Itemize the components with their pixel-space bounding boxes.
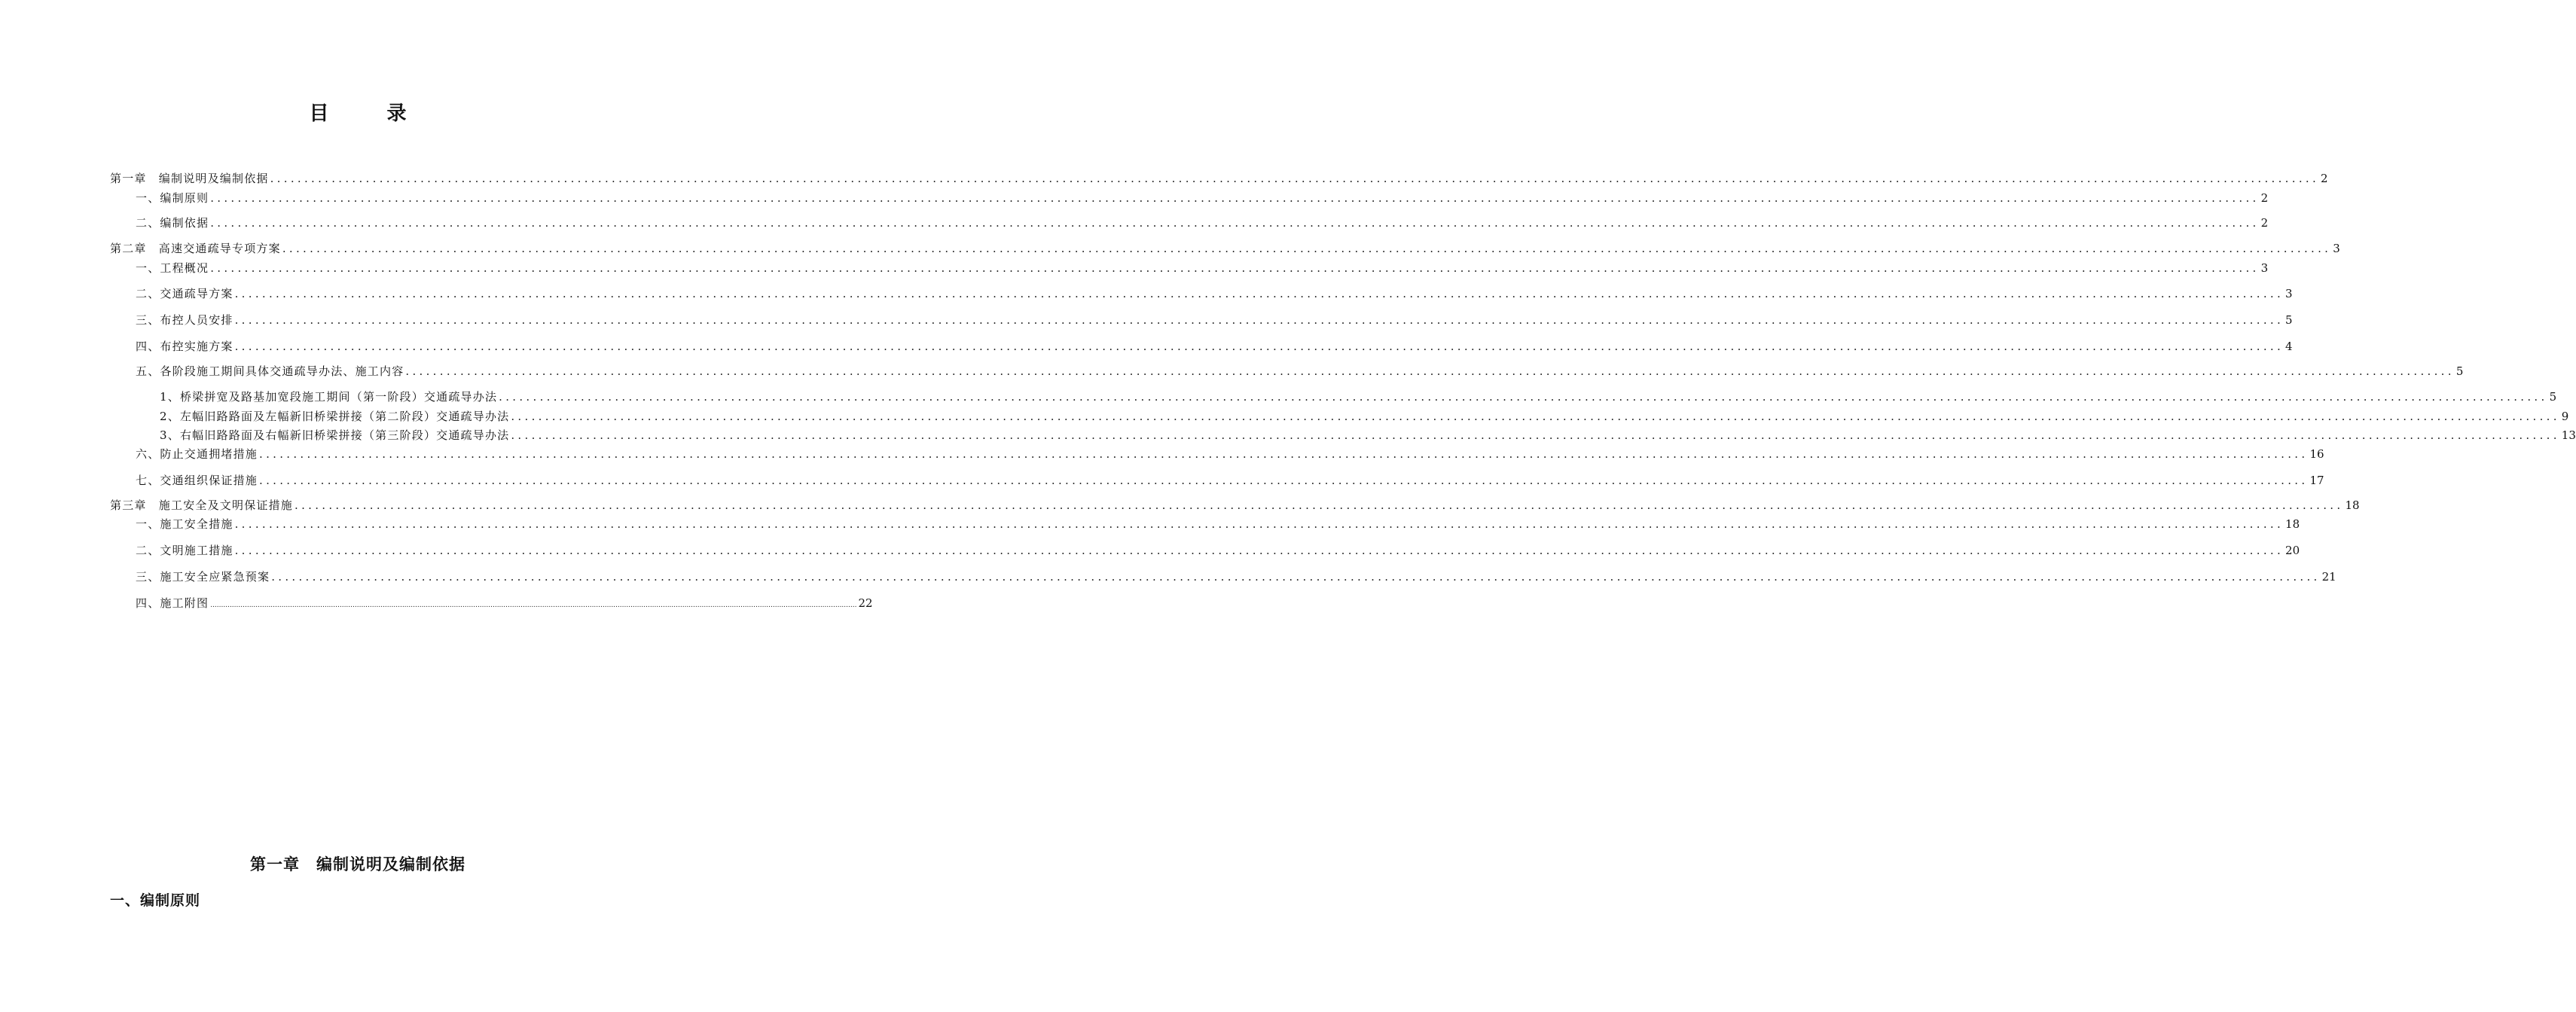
toc-title: 目 录: [309, 102, 432, 125]
toc-entry-label: 一、施工安全措施: [136, 517, 233, 531]
toc-leader-dots: ............................................................................................................................................................................................................................................................................................................: [210, 191, 2260, 205]
toc-entry-page-number: 13: [2561, 428, 2576, 442]
toc-entry-label: 一、编制原则: [136, 191, 209, 205]
toc-entry-page-number: 9: [2561, 410, 2569, 423]
toc-entry-label: 六、防止交通拥堵措施: [136, 447, 258, 461]
toc-entry[interactable]: [110, 239, 2340, 258]
toc-entry[interactable]: [136, 189, 2269, 207]
toc-entry-label: 二、文明施工措施: [136, 544, 233, 557]
toc-entry-page-number: 3: [2333, 242, 2340, 255]
toc-leader-dots: ............................................................................................................................................................................................................................................................................................................: [234, 287, 2285, 300]
toc-leader-dots: ............................................................................................................................................................................................................................................................................................................: [210, 602, 857, 609]
toc-entry-label: 1、桥梁拼宽及路基加宽段施工期间（第一阶段）交通疏导办法: [160, 390, 498, 404]
toc-entry-label: 四、施工附图: [136, 596, 209, 610]
chapter-heading: 第一章 编制说明及编制依据: [250, 855, 465, 873]
toc-leader-dots: ............................................................................................................................................................................................................................................................................................................: [210, 261, 2260, 275]
toc-entry-label: 七、交通组织保证措施: [136, 474, 258, 487]
toc-entry-page-number: 18: [2285, 517, 2300, 531]
toc-entry[interactable]: [136, 541, 2300, 559]
toc-entry-page-number: 5: [2549, 390, 2557, 404]
toc-entry-label: 第一章 编制说明及编制依据: [110, 172, 269, 185]
toc-entry-page-number: 21: [2321, 570, 2336, 584]
toc-leader-dots: ............................................................................................................................................................................................................................................................................................................: [234, 313, 2285, 327]
toc-entry-page-number: 5: [2285, 313, 2293, 327]
toc-entry[interactable]: [136, 471, 2324, 489]
toc-leader-dots: ............................................................................................................................................................................................................................................................................................................: [259, 447, 2309, 461]
toc-entry[interactable]: [136, 515, 2300, 533]
toc-leader-dots: ............................................................................................................................................................................................................................................................................................................: [259, 474, 2309, 487]
toc-entry[interactable]: [160, 388, 2557, 406]
toc-entry-label: 三、施工安全应紧急预案: [136, 570, 270, 584]
toc-leader-dots: ............................................................................................................................................................................................................................................................................................................: [295, 498, 2344, 512]
toc-entry-label: 一、工程概况: [136, 261, 209, 275]
toc-entry-label: 第三章 施工安全及文明保证措施: [110, 498, 294, 512]
toc-entry[interactable]: [110, 496, 2360, 514]
toc-entry-label: 2、左幅旧路路面及左幅新旧桥梁拼接（第二阶段）交通疏导办法: [160, 410, 510, 423]
section-heading: 一、编制原则: [110, 892, 201, 909]
toc-entry-page-number: 17: [2309, 474, 2324, 487]
toc-entry[interactable]: [136, 568, 2336, 586]
toc-leader-dots: ............................................................................................................................................................................................................................................................................................................: [234, 517, 2285, 531]
toc-leader-dots: ............................................................................................................................................................................................................................................................................................................: [271, 570, 2321, 584]
toc-entry-label: 三、布控人员安排: [136, 313, 233, 327]
toc-leader-dots: ............................................................................................................................................................................................................................................................................................................: [234, 340, 2285, 353]
toc-entry-page-number: 5: [2455, 364, 2464, 378]
toc-entry[interactable]: [136, 362, 2464, 380]
toc-leader-dots: ............................................................................................................................................................................................................................................................................................................: [499, 390, 2548, 404]
toc-entry-label: 3、右幅旧路路面及右幅新旧桥梁拼接（第三阶段）交通疏导办法: [160, 428, 510, 442]
toc-entry-page-number: 3: [2285, 287, 2293, 300]
toc-entry[interactable]: [136, 445, 2324, 463]
toc-leader-dots: ............................................................................................................................................................................................................................................................................................................: [234, 544, 2285, 557]
toc-entry[interactable]: [136, 285, 2293, 303]
toc-entry-page-number: 2: [2321, 172, 2328, 185]
toc-entry-page-number: 20: [2285, 544, 2300, 557]
toc-leader-dots: ............................................................................................................................................................................................................................................................................................................: [282, 242, 2332, 255]
toc-entry-page-number: 3: [2260, 261, 2269, 275]
toc-entry[interactable]: [136, 594, 873, 612]
toc-entry-label: 第二章 高速交通疏导专项方案: [110, 242, 281, 255]
toc-entry-page-number: 22: [858, 596, 873, 610]
toc-entry-label: 五、各阶段施工期间具体交通疏导办法、施工内容: [136, 364, 404, 378]
toc-leader-dots: ............................................................................................................................................................................................................................................................................................................: [511, 410, 2560, 423]
toc-leader-dots: ............................................................................................................................................................................................................................................................................................................: [270, 172, 2320, 185]
toc-leader-dots: ............................................................................................................................................................................................................................................................................................................: [511, 428, 2560, 442]
toc-entry[interactable]: [110, 169, 2328, 187]
toc-entry-page-number: 4: [2285, 340, 2293, 353]
toc-entry-page-number: 2: [2260, 191, 2269, 205]
toc-entry[interactable]: [160, 407, 2569, 425]
toc-entry-label: 四、布控实施方案: [136, 340, 233, 353]
toc-entry[interactable]: [136, 259, 2269, 277]
toc-leader-dots: ............................................................................................................................................................................................................................................................................................................: [210, 216, 2260, 230]
toc-entry-page-number: 2: [2260, 216, 2269, 230]
toc-entry[interactable]: [160, 426, 2576, 444]
toc-entry-page-number: 18: [2345, 498, 2360, 512]
toc-entry[interactable]: [136, 311, 2293, 329]
toc-entry-label: 二、编制依据: [136, 216, 209, 230]
toc-leader-dots: ............................................................................................................................................................................................................................................................................................................: [405, 364, 2455, 378]
toc-entry[interactable]: [136, 337, 2293, 355]
toc-entry-label: 二、交通疏导方案: [136, 287, 233, 300]
toc-entry[interactable]: [136, 214, 2269, 232]
toc-entry-page-number: 16: [2309, 447, 2324, 461]
